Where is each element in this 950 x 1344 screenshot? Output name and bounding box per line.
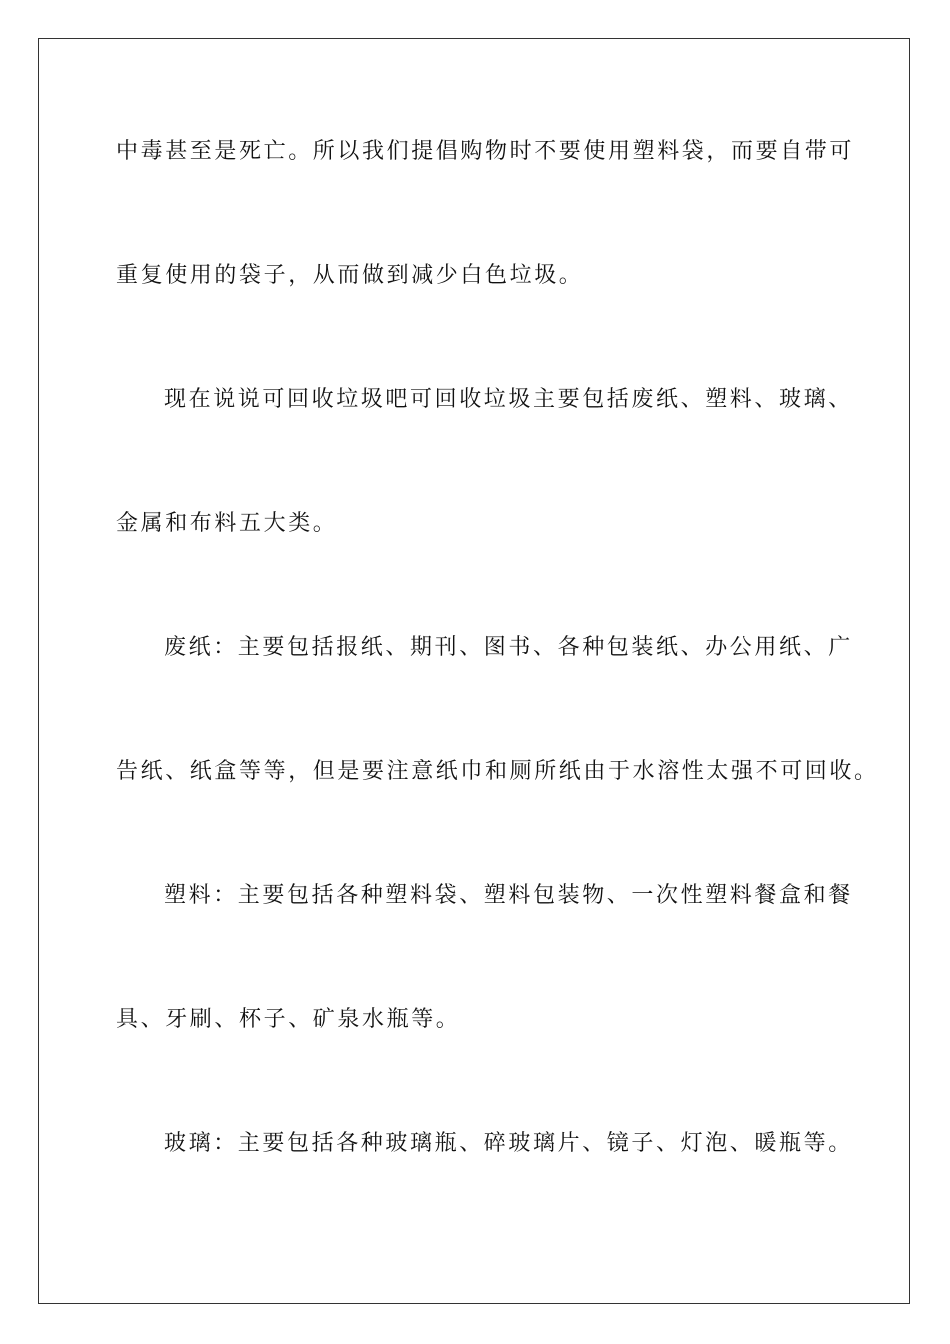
- paragraph-line: 告纸、纸盒等等，但是要注意纸巾和厕所纸由于水溶性太强不可回收。: [116, 759, 879, 784]
- paragraph-line: 塑料：主要包括各种塑料袋、塑料包装物、一次性塑料餐盒和餐: [164, 883, 853, 908]
- paragraph-line: 中毒甚至是死亡。所以我们提倡购物时不要使用塑料袋，而要自带可: [116, 139, 855, 164]
- paragraph-line: 玻璃：主要包括各种玻璃瓶、碎玻璃片、镜子、灯泡、暖瓶等。: [164, 1131, 853, 1156]
- page-border: [38, 38, 910, 1304]
- paragraph-line: 废纸：主要包括报纸、期刊、图书、各种包装纸、办公用纸、广: [164, 635, 853, 660]
- paragraph-line: 具、牙刷、杯子、矿泉水瓶等。: [116, 1007, 461, 1032]
- paragraph-line: 金属和布料五大类。: [116, 511, 338, 536]
- paragraph-line: 重复使用的袋子，从而做到减少白色垃圾。: [116, 263, 584, 288]
- paragraph-line: 现在说说可回收垃圾吧可回收垃圾主要包括废纸、塑料、玻璃、: [164, 387, 853, 412]
